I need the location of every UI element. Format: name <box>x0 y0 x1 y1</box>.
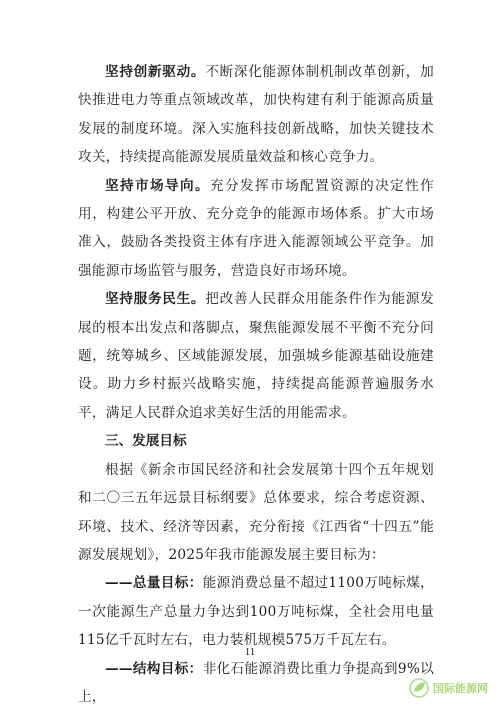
watermark <box>408 675 490 701</box>
target-heading: ——总量目标： <box>105 575 203 592</box>
watermark-label: 国际能源网 <box>433 682 488 695</box>
page-content <box>78 58 434 711</box>
section-heading: 三、发展目标 <box>105 433 187 450</box>
principle-heading: 坚持服务民生。 <box>105 291 206 308</box>
page-number: 11 <box>244 646 256 658</box>
target-heading: ——结构目标： <box>105 660 203 677</box>
target-paragraph-total <box>78 569 434 654</box>
target-text: 能源消费总量不超过1100万吨标煤，一次能源生产总量力争达到100万吨标煤，全社会用电量115亿千瓦时左右，电力装机规模575万千瓦左右。 <box>78 575 434 649</box>
leaf-logo-icon <box>408 677 430 699</box>
principle-paragraph-livelihood <box>78 285 434 427</box>
principle-heading: 坚持市场导向。 <box>105 177 211 194</box>
target-paragraph-structure <box>78 655 434 711</box>
principle-paragraph-market <box>78 172 434 286</box>
target-text: 非化石能源消费比重力争提高到9%以上， <box>78 660 434 705</box>
principle-text: 充分发挥市场配置资源的决定性作用，构建公平开放、充分竞争的能源市场体系。扩大市场准入，鼓励各类投资主体有序进入能源领域公平竞争。加强能源市场监管与服务，营造良好市场环境。 <box>78 177 435 279</box>
principle-paragraph-innovation <box>78 58 434 172</box>
intro-paragraph: 根据《新余市国民经济和社会发展第十四个五年规划和二〇三五年远景目标纲要》总体要求，综合考虑资源、环境、技术、经济等因素，充分衔接《江西省“十四五”能源发展规划》，2025年我市能源发展主要目标为： <box>78 461 434 563</box>
principle-text: 把改善人民群众用能条件作为能源发展的根本出发点和落脚点，聚焦能源发展不平衡不充分问题，统筹城乡、区域能源发展，加强城乡能源基础设施建设。助力乡村振兴战略实施，持续提高能源普遍服务水平，满足人民群众追求美好生活的用能需求。 <box>78 291 434 421</box>
principle-heading: 坚持创新驱动。 <box>105 64 206 80</box>
principle-text: 不断深化能源体制机制改革创新，加快推进电力等重点领域改革，加快构建有利于能源高质量发展的制度环境。深入实施科技创新战略，加快关键技术攻关，持续提高能源发展质量效益和核心竞争力。 <box>78 64 434 166</box>
